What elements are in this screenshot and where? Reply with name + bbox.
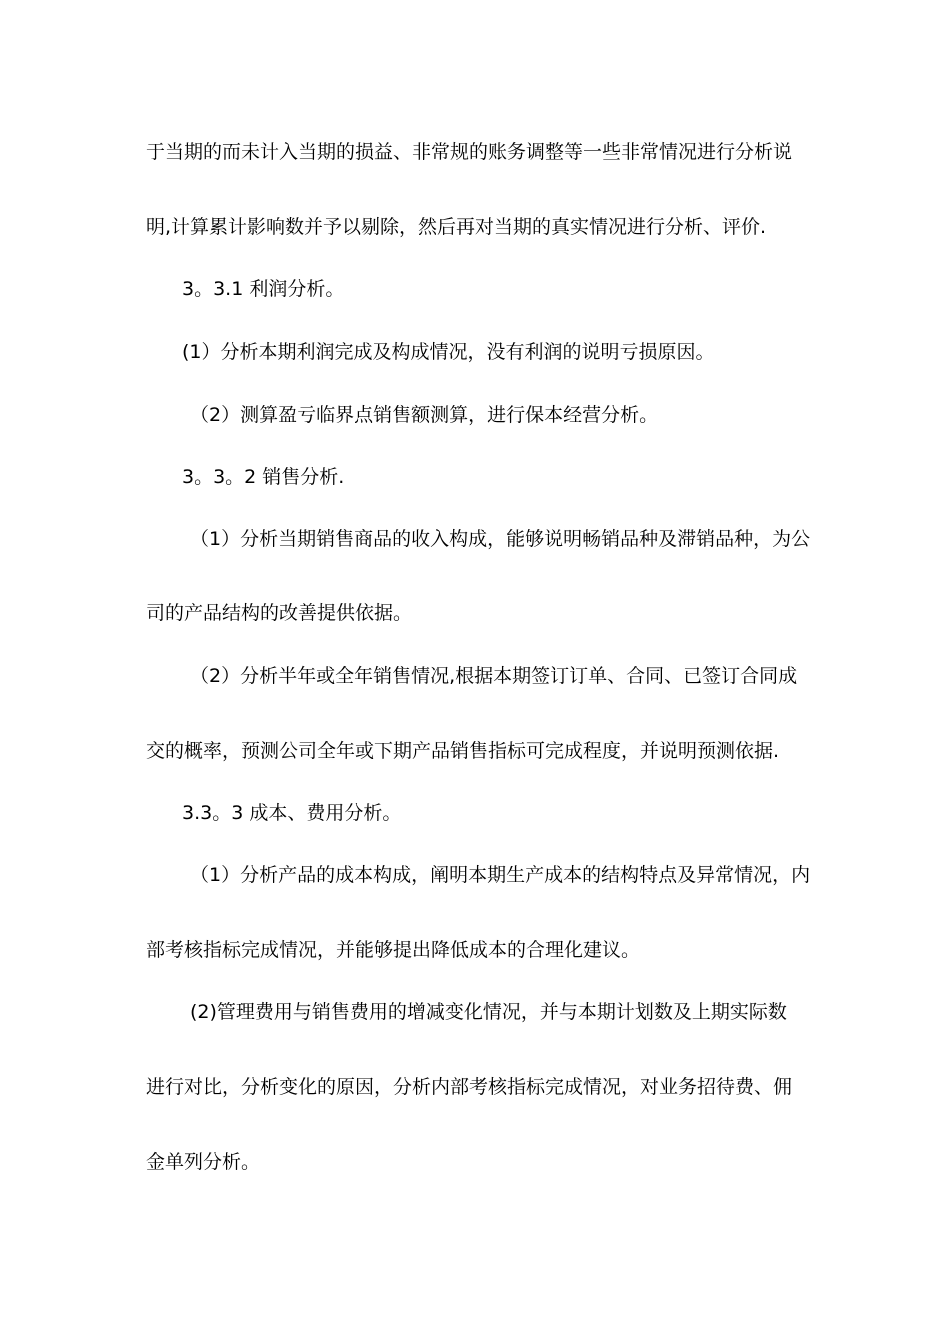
sales-item-2-line-2: 交的概率，预测公司全年或下期产品销售指标可完成程度，并说明预测依据.	[146, 740, 780, 762]
cost-item-1-line-1: （1）分析产品的成本构成，阐明本期生产成本的结构特点及异常情况，内	[190, 864, 811, 886]
sales-item-1-line-2: 司的产品结构的改善提供依据。	[146, 602, 413, 624]
cost-item-2-line-2: 进行对比，分析变化的原因，分析内部考核指标完成情况，对业务招待费、佣	[146, 1076, 793, 1098]
section-heading-profit-analysis: 3。3.1 利润分析。	[182, 278, 345, 300]
cost-item-2-line-1: (2)管理费用与销售费用的增减变化情况，并与本期计划数及上期实际数	[190, 1001, 787, 1023]
paragraph-continuation-line: 明,计算累计影响数并予以剔除，然后再对当期的真实情况进行分析、评价.	[146, 216, 767, 238]
paragraph-continuation-line: 于当期的而未计入当期的损益、非常规的账务调整等一些非常情况进行分析说	[146, 141, 793, 163]
sales-item-1-line-1: （1）分析当期销售商品的收入构成，能够说明畅销品种及滞销品种，为公	[190, 528, 811, 550]
profit-item-1: (1）分析本期利润完成及构成情况，没有利润的说明亏损原因。	[182, 341, 715, 363]
cost-item-2-line-3: 金单列分析。	[146, 1151, 261, 1173]
section-heading-sales-analysis: 3。3。2 销售分析.	[182, 466, 345, 488]
cost-item-1-line-2: 部考核指标完成情况，并能够提出降低成本的合理化建议。	[146, 939, 641, 961]
profit-item-2: （2）测算盈亏临界点销售额测算，进行保本经营分析。	[190, 404, 659, 426]
section-heading-cost-analysis: 3.3。3 成本、费用分析。	[182, 802, 402, 824]
sales-item-2-line-1: （2）分析半年或全年销售情况,根据本期签订订单、合同、已签订合同成	[190, 665, 798, 687]
